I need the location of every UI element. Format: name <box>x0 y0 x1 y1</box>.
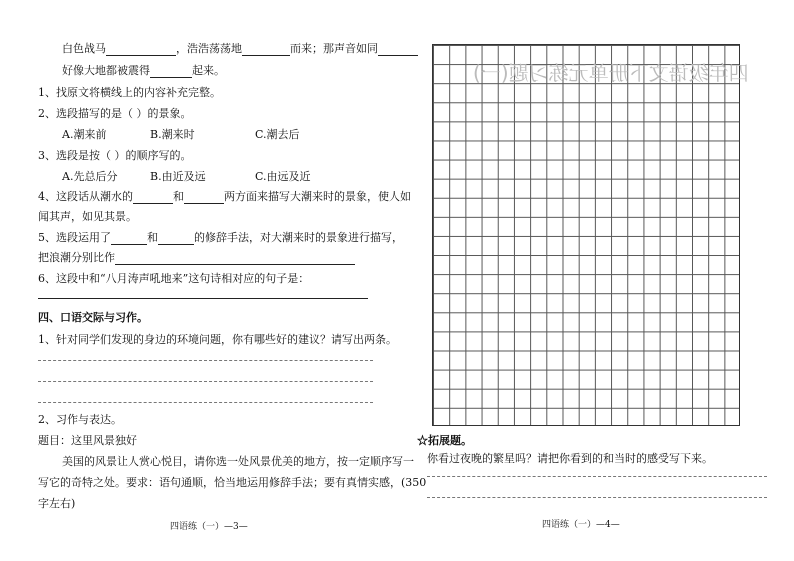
essay-prompt-line-1: 美国的风景让人赏心悦目，请你选一处风景优美的地方，按一定顺序写一 <box>62 455 414 468</box>
answer-line[interactable] <box>38 298 368 299</box>
question-text: 两方面来描写大潮来时的景象，使人如 <box>224 190 411 203</box>
question-2-option-b[interactable]: B.潮来时 <box>150 128 195 141</box>
passage-text: 起来。 <box>192 64 225 77</box>
question-6: 6、这段中和“八月涛声吼地来”这句诗相对应的句子是： <box>38 272 310 285</box>
question-3: 3、选段是按（ ）的顺序写的。 <box>38 149 192 162</box>
passage-text: 而来；那声音如同 <box>290 42 378 55</box>
answer-line[interactable] <box>38 360 373 361</box>
answer-blank[interactable] <box>133 192 173 204</box>
answer-blank[interactable] <box>158 233 194 245</box>
question-text: 5、选段运用了 <box>38 231 111 244</box>
essay-topic: 题目：这里风景独好 <box>38 434 137 447</box>
answer-line[interactable] <box>427 476 767 477</box>
answer-blank[interactable] <box>106 44 176 56</box>
answer-blank[interactable] <box>111 233 147 245</box>
question-2-option-a[interactable]: A.潮来前 <box>62 128 107 141</box>
question-4-line-2: 闻其声，如见其景。 <box>38 210 137 223</box>
right-page <box>397 0 794 561</box>
answer-line[interactable] <box>427 497 767 498</box>
answer-blank[interactable] <box>242 44 290 56</box>
question-text: 4、这段话从潮水的 <box>38 190 133 203</box>
passage-text: 白色战马 <box>62 42 106 55</box>
question-2: 2、选段描写的是（ ）的景象。 <box>38 107 192 120</box>
page-footer: 四语练（一）—4— <box>542 520 620 530</box>
question-text: 和 <box>147 231 158 244</box>
answer-blank[interactable] <box>184 192 224 204</box>
answer-blank[interactable] <box>115 253 355 265</box>
question-text: 的修辞手法，对大潮来时的景象进行描写， <box>194 231 403 244</box>
answer-line[interactable] <box>38 381 373 382</box>
passage-text: ，浩浩荡荡地 <box>176 42 242 55</box>
question-4 <box>38 190 411 204</box>
extension-heading: ☆拓展题。 <box>417 434 472 447</box>
section-4-heading: 四、口语交际与习作。 <box>38 311 148 324</box>
question-3-option-b[interactable]: B.由近及远 <box>150 170 206 183</box>
passage-line-1 <box>62 42 418 56</box>
essay-prompt-line-3: 字左右) <box>38 497 76 510</box>
essay-prompt-line-2: 写它的奇特之处。要求：语句通顺，恰当地运用修辞手法；要有真情实感，(350 <box>38 476 427 489</box>
question-5-line-2 <box>38 251 355 265</box>
question-3-option-c[interactable]: C.由远及近 <box>255 170 311 183</box>
extension-question: 你看过夜晚的繁星吗？请把你看到的和当时的感受写下来。 <box>427 452 713 465</box>
question-5 <box>38 231 403 245</box>
question-2-option-c[interactable]: C.潮去后 <box>255 128 300 141</box>
page-footer: 四语练（一）—3— <box>170 522 248 532</box>
question-3-option-a[interactable]: A.先总后分 <box>62 170 118 183</box>
section-4-question-2: 2、习作与表达。 <box>38 413 122 426</box>
question-text: 和 <box>173 190 184 203</box>
bleed-through-title: 四年级语文下册单元练习题(一) <box>473 61 749 85</box>
section-4-question-1: 1、针对同学们发现的身边的环境问题，你有哪些好的建议？请写出两条。 <box>38 333 397 346</box>
passage-text: 好像大地都被震得 <box>62 64 150 77</box>
question-text: 把浪潮分别比作 <box>38 251 115 264</box>
passage-line-2 <box>62 64 225 78</box>
answer-line[interactable] <box>38 402 373 403</box>
answer-blank[interactable] <box>150 66 192 78</box>
question-1: 1、找原文将横线上的内容补充完整。 <box>38 86 221 99</box>
